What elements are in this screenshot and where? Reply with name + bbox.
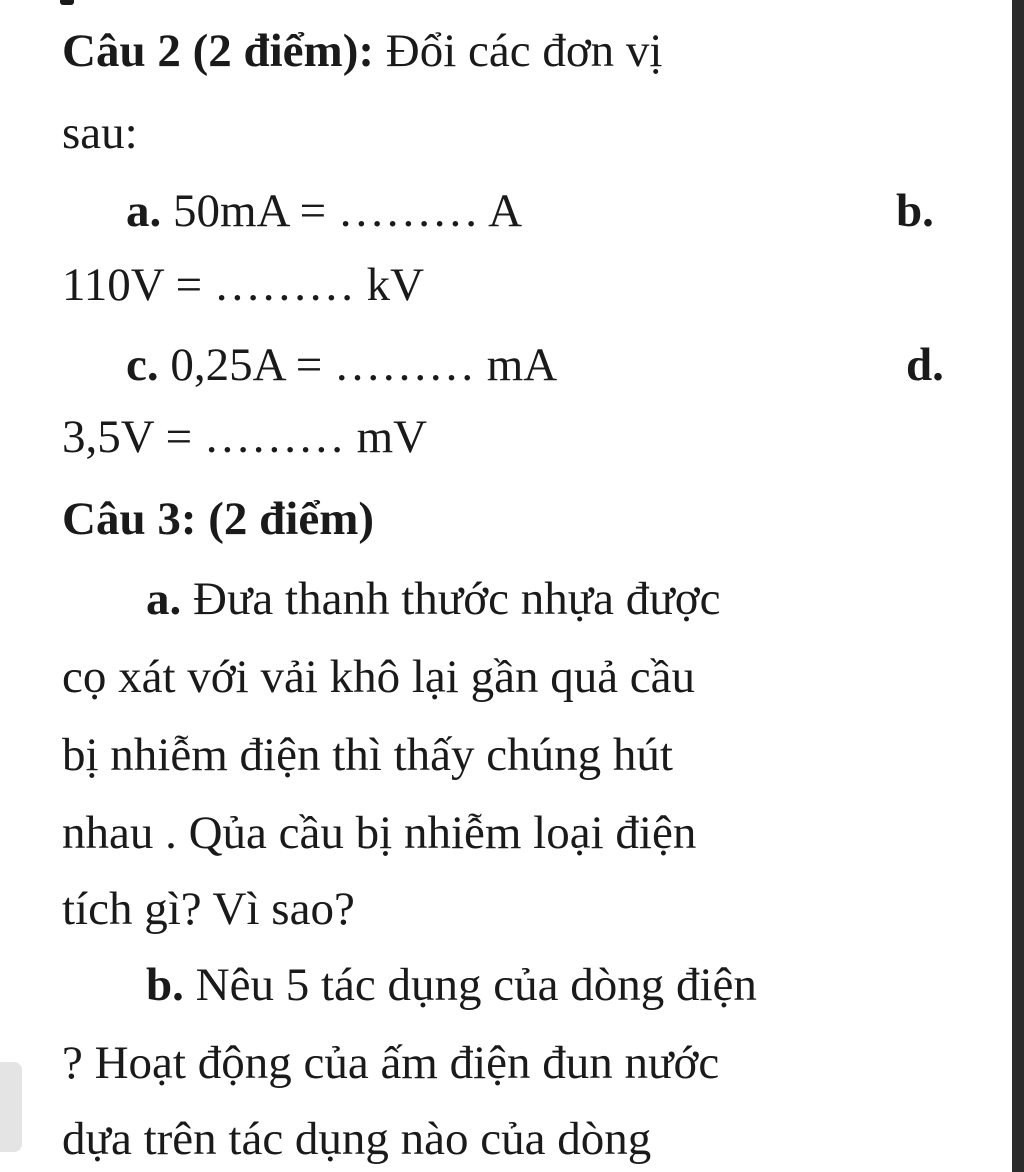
question-3-heading: Câu 3: (2 điểm) — [62, 493, 374, 545]
item-c — [126, 339, 558, 391]
question-3-part-b-line-1: b. Nêu 5 tác dụng của dòng điện — [146, 959, 757, 1011]
question-3-part-a-line-3: bị nhiễm điện thì thấy chúng hút — [62, 729, 673, 781]
item-a — [126, 185, 523, 237]
question-2-prompt: Đổi các đơn vị — [385, 25, 663, 77]
item-b-label: b. — [896, 185, 934, 237]
part-a-label: a. — [146, 573, 182, 625]
item-a-label: a. — [126, 185, 162, 237]
right-edge-border — [1012, 0, 1024, 1172]
question-3-part-a-line-2: cọ xát với vải khô lại gần quả cầu — [62, 651, 696, 703]
item-b-expression: 110V = ……… kV — [62, 259, 425, 311]
item-c-expression: 0,25A = ……… mA — [170, 339, 558, 391]
question-3-part-b-line-3: dựa trên tác dụng nào của dòng — [62, 1113, 652, 1165]
question-3-part-a-line-5: tích gì? Vì sao? — [62, 883, 355, 935]
item-a-expression: 50mA = ……… A — [173, 185, 523, 237]
question-2-line-2 — [62, 107, 138, 159]
question-2-line-1 — [62, 25, 663, 77]
question-2-prompt-continued: sau: — [62, 107, 138, 159]
question-3-part-a-line-4: nhau . Qủa cầu bị nhiễm loại điện — [62, 807, 697, 859]
cropped-text-fragment — [60, 0, 74, 5]
item-d-label: d. — [906, 339, 944, 391]
question-3-part-b-line-2: ? Hoạt động của ấm điện đun nước — [62, 1037, 720, 1089]
question-2-heading: Câu 2 (2 điểm): — [62, 25, 374, 77]
item-d-expression: 3,5V = ……… mV — [62, 411, 428, 463]
part-b-label: b. — [146, 959, 184, 1011]
question-3-part-a-line-1: a. Đưa thanh thước nhựa được — [146, 573, 721, 625]
side-scroll-tab[interactable] — [0, 1062, 22, 1152]
item-c-label: c. — [126, 339, 159, 391]
